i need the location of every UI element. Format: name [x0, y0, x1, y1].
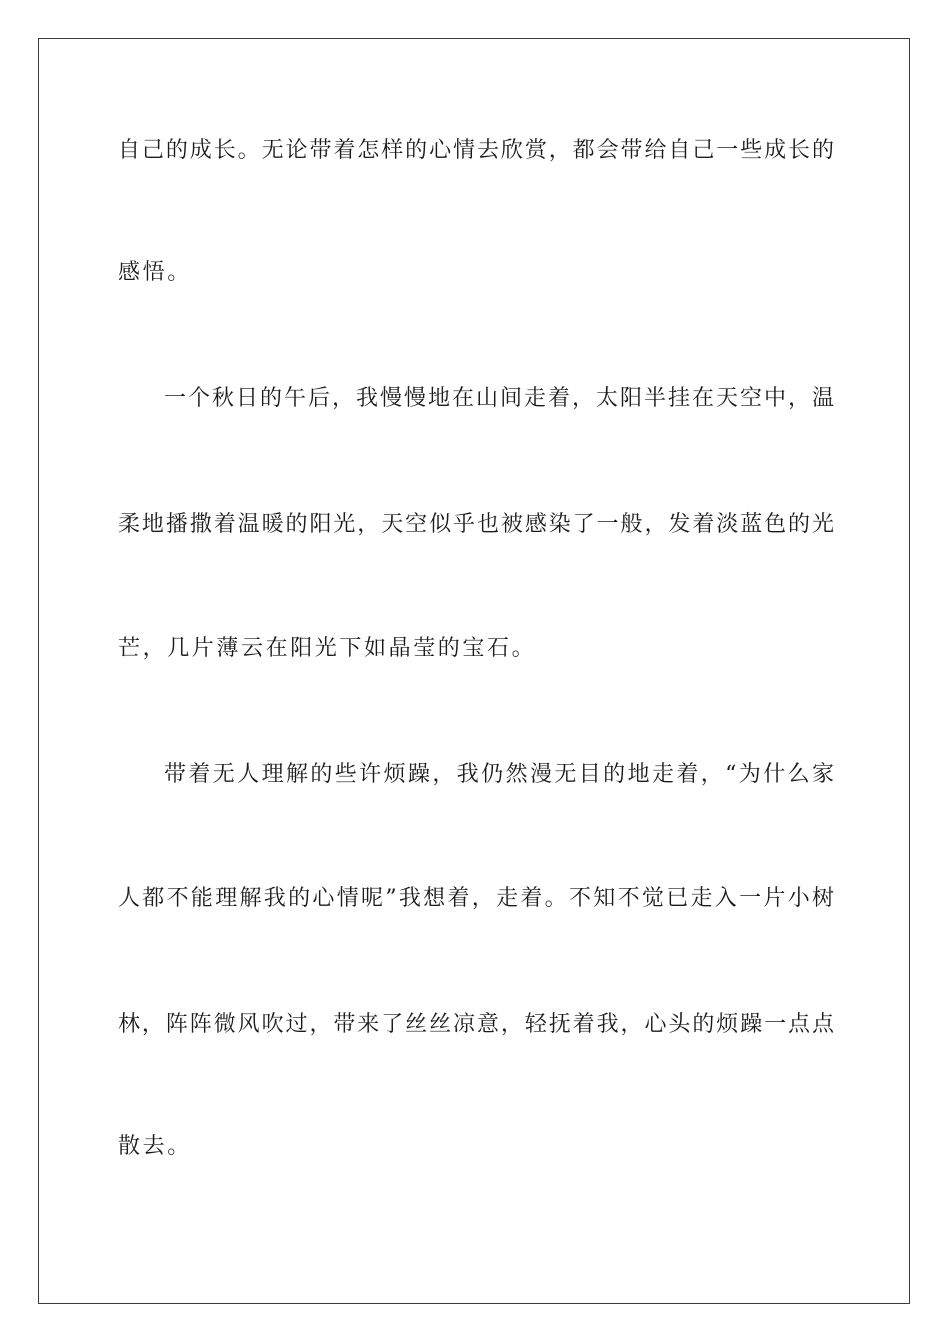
paragraph-3-line-3: 林，阵阵微风吹过，带来了丝丝凉意，轻抚着我，心头的烦躁一点点 — [118, 1012, 834, 1037]
paragraph-3-line-4: 散去。 — [118, 1134, 192, 1159]
page-border — [38, 38, 910, 1304]
paragraph-2-line-3: 芒，几片薄云在阳光下如晶莹的宝石。 — [118, 636, 537, 661]
paragraph-1-line-2: 感悟。 — [118, 260, 192, 285]
paragraph-2-line-1: 一个秋日的午后，我慢慢地在山间走着，太阳半挂在天空中，温 — [164, 386, 834, 411]
paragraph-2-line-2: 柔地播撒着温暖的阳光，天空似乎也被感染了一般，发着淡蓝色的光 — [118, 512, 834, 537]
paragraph-1-line-1: 自己的成长。无论带着怎样的心情去欣赏，都会带给自己一些成长的 — [118, 138, 834, 163]
paragraph-3-line-2: 人都不能理解我的心情呢”我想着，走着。不知不觉已走入一片小树 — [118, 886, 834, 911]
paragraph-3-line-1: 带着无人理解的些许烦躁，我仍然漫无目的地走着，“为什么家 — [164, 762, 834, 787]
